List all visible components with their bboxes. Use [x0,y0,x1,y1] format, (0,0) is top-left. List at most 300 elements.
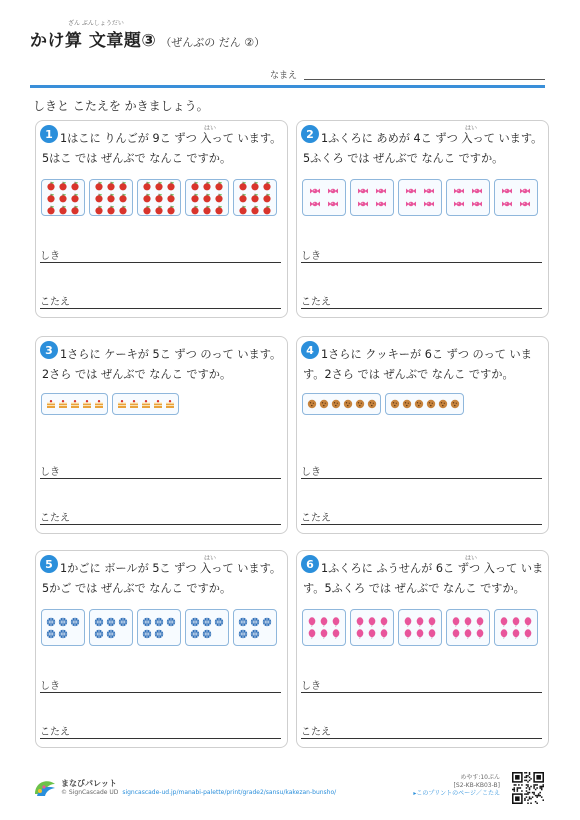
shiki-write-line[interactable] [301,478,542,479]
item-cell [379,628,390,639]
item-cell [404,199,418,210]
ball-icon [106,629,116,639]
apple-icon [106,193,116,203]
item-cell [415,616,426,627]
apple-icon [262,181,272,191]
title-row [30,26,265,51]
item-cell [262,204,273,215]
apple-icon [106,181,116,191]
item-cell [451,628,462,639]
item-cell [250,628,261,639]
balloon-icon [463,617,473,627]
item-cell [106,628,117,639]
balloon-icon [511,617,521,627]
item-cell [356,186,370,197]
balloon-icon [427,629,437,639]
item-groups [302,609,538,646]
item-cell [499,628,510,639]
shiki-label: しき [301,681,321,692]
item-cell [403,628,414,639]
apple-icon [214,193,224,203]
apple-icon [250,181,260,191]
item-cell [500,186,514,197]
kotae-label: こたえ [301,297,331,308]
item-cell [164,399,175,410]
item-group [302,179,346,216]
apple-icon [94,181,104,191]
problem-card-2 [296,120,549,318]
candy-icon [454,199,464,209]
item-cell [45,399,56,410]
item-cell [326,199,340,210]
item-cell [202,192,213,203]
item-cell [307,616,318,627]
apple-icon [238,181,248,191]
ball-icon [46,629,56,639]
question-ruby: はい [465,555,478,562]
cookie-icon [331,399,341,409]
balloon-icon [475,617,485,627]
item-cell [166,180,177,191]
item-cell [475,628,486,639]
cake-icon [117,399,127,409]
apple-icon [166,193,176,203]
item-cell [326,186,340,197]
balloon-icon [463,629,473,639]
cake-icon [94,399,104,409]
shiki-write-line[interactable] [301,262,542,263]
item-cell [214,616,225,627]
cookie-icon [450,399,460,409]
problem-number-badge: 3 [40,341,58,359]
apple-icon [142,205,152,215]
copyright-line [61,789,336,796]
item-cell [140,399,151,410]
item-cell [463,616,474,627]
item-group [446,609,490,646]
name-write-line[interactable] [304,79,545,80]
ball-icon [106,617,116,627]
ball-icon [190,629,200,639]
shiki-label: しき [301,251,321,262]
apple-icon [166,181,176,191]
item-cell [238,180,249,191]
item-cell [94,204,105,215]
item-cell [190,180,201,191]
cookie-icon [414,399,424,409]
balloon-icon [355,617,365,627]
palette-logo-icon [33,776,57,798]
question-text: 1ふくろに ふうせんが 6こ ずつ 入って います。5ふくろ では ぜんぶで なんこ ですか。 [303,562,544,595]
item-cell [413,399,424,410]
apple-icon [238,193,248,203]
item-cell [250,180,261,191]
candy-icon [472,186,482,196]
balloon-icon [403,629,413,639]
candy-icon [310,199,320,209]
problem-number-badge: 5 [40,555,58,573]
page-subtitle: （ぜんぶの だん ②） [160,36,266,49]
item-group [302,393,381,415]
item-cell [307,628,318,639]
name-label: なまえ [270,71,298,81]
item-group [41,609,85,646]
item-group [398,609,442,646]
kotae-write-line[interactable] [40,738,281,739]
item-cell [94,628,105,639]
problem-card-5 [35,550,288,748]
item-cell [238,628,249,639]
item-group [233,179,277,216]
kotae-write-line[interactable] [301,738,542,739]
item-cell [437,399,448,410]
item-cell [58,180,69,191]
item-cell [511,628,522,639]
item-group [137,179,181,216]
item-cell [374,186,388,197]
ball-icon [202,629,212,639]
cake-icon [58,399,68,409]
item-cell [46,628,57,639]
item-cell [202,628,213,639]
page-title: かけ算 文章題③ [30,31,157,51]
cake-icon [82,399,92,409]
item-cell [262,192,273,203]
item-cell [306,399,317,410]
cookie-icon [367,399,377,409]
item-cell [70,204,81,215]
item-cell [57,399,68,410]
header-rule [30,85,545,88]
balloon-icon [331,617,341,627]
item-groups [41,609,277,646]
apple-icon [118,193,128,203]
candy-icon [424,199,434,209]
apple-icon [46,181,56,191]
ball-icon [46,617,56,627]
item-cell [452,199,466,210]
item-cell [308,186,322,197]
cake-icon [165,399,175,409]
balloon-icon [523,617,533,627]
item-cell [500,199,514,210]
item-cell [154,628,165,639]
apple-icon [202,193,212,203]
item-group [112,393,179,415]
item-cell [142,204,153,215]
kotae-write-line[interactable] [40,524,281,525]
item-cell [250,192,261,203]
candy-icon [358,199,368,209]
item-cell [452,186,466,197]
worksheet-code: [S2-KB-KB03-B] [453,782,500,789]
apple-icon [262,193,272,203]
item-cell [190,192,201,203]
candy-icon [376,186,386,196]
apple-icon [46,205,56,215]
balloon-icon [427,617,437,627]
ball-icon [214,617,224,627]
apple-icon [94,193,104,203]
item-cell [202,204,213,215]
item-group [350,609,394,646]
item-cell [475,616,486,627]
item-cell [415,628,426,639]
apple-icon [214,205,224,215]
balloon-icon [523,629,533,639]
item-cell [106,204,117,215]
item-cell [81,399,92,410]
item-cell [470,199,484,210]
balloon-icon [403,617,413,627]
apple-icon [214,181,224,191]
candy-icon [502,199,512,209]
item-cell [154,180,165,191]
problem-card-4 [296,336,549,534]
apple-icon [262,205,272,215]
apple-icon [166,205,176,215]
apple-icon [94,205,104,215]
item-cell [262,180,273,191]
balloon-icon [499,629,509,639]
ball-icon [190,617,200,627]
balloon-icon [499,617,509,627]
item-cell [319,628,330,639]
candy-icon [520,199,530,209]
apple-icon [142,193,152,203]
kotae-label: こたえ [40,297,70,308]
ball-icon [94,629,104,639]
item-group [137,609,181,646]
candy-icon [310,186,320,196]
item-cell [523,616,534,627]
item-cell [202,180,213,191]
item-cell [106,616,117,627]
item-cell [330,399,341,410]
item-cell [342,399,353,410]
item-cell [449,399,460,410]
instruction-text: しきと こたえを かきましょう。 [33,99,209,113]
shiki-write-line[interactable] [40,262,281,263]
shiki-label: しき [40,681,60,692]
problem-card-6 [296,550,549,748]
ball-icon [262,617,272,627]
item-cell [128,399,139,410]
item-cell [374,199,388,210]
item-cell [214,204,225,215]
cookie-icon [355,399,365,409]
item-cell [367,628,378,639]
item-cell [69,399,80,410]
apple-icon [202,205,212,215]
ball-icon [238,629,248,639]
balloon-icon [367,617,377,627]
item-cell [142,192,153,203]
item-cell [366,399,377,410]
candy-icon [502,186,512,196]
item-cell [354,399,365,410]
item-cell [214,192,225,203]
item-cell [118,204,129,215]
item-cell [118,192,129,203]
item-cell [118,616,129,627]
ball-icon [166,617,176,627]
item-cell [238,204,249,215]
item-cell [94,616,105,627]
item-cell [190,628,201,639]
apple-icon [154,181,164,191]
candy-icon [358,186,368,196]
kotae-write-line[interactable] [301,524,542,525]
item-cell [427,616,438,627]
item-group [350,179,394,216]
candy-icon [328,199,338,209]
candy-icon [406,199,416,209]
candy-icon [424,186,434,196]
item-cell [93,399,104,410]
item-groups [302,179,538,216]
item-cell [94,180,105,191]
item-group [302,609,346,646]
item-group [494,179,538,216]
item-cell [518,199,532,210]
time-estimate: めやす:10ぷん [460,774,500,781]
problem-number-badge: 4 [301,341,319,359]
cake-icon [70,399,80,409]
item-group [398,179,442,216]
candy-icon [472,199,482,209]
cake-icon [153,399,163,409]
item-cell [118,180,129,191]
cake-icon [129,399,139,409]
item-group [89,179,133,216]
apple-icon [58,193,68,203]
item-cell [422,199,436,210]
ball-icon [154,629,164,639]
kotae-write-line[interactable] [40,308,281,309]
item-cell [70,192,81,203]
candy-icon [406,186,416,196]
kotae-label: こたえ [301,513,331,524]
brand-name: まなびパレット [61,779,117,788]
item-cell [46,204,57,215]
apple-icon [58,181,68,191]
item-group [446,179,490,216]
kotae-write-line[interactable] [301,308,542,309]
item-cell [451,616,462,627]
item-group [185,179,229,216]
balloon-icon [307,629,317,639]
apple-icon [154,205,164,215]
item-groups [302,393,464,415]
item-cell [262,616,273,627]
item-cell [106,192,117,203]
apple-icon [142,181,152,191]
problem-number-badge: 2 [301,125,319,143]
question-text: 1さらに ケーキが 5こ ずつ のって います。2さら では ぜんぶで なんこ ですか。 [42,348,282,381]
item-cell [166,204,177,215]
problem-card-3 [35,336,288,534]
question-text: 1はこに りんごが 9こ ずつ 入って います。5はこ では ぜんぶで なんこ ですか。 [42,132,282,165]
ball-icon [118,617,128,627]
ball-icon [238,617,248,627]
item-cell [46,616,57,627]
item-cell [355,628,366,639]
item-cell [308,199,322,210]
item-cell [425,399,436,410]
shiki-write-line[interactable] [40,692,281,693]
cookie-icon [307,399,317,409]
item-cell [58,192,69,203]
item-cell [318,399,329,410]
item-group [185,609,229,646]
source-url-link[interactable]: signcascade-ud.jp/manabi-palette/print/grade2/sansu/kakezan-bunsho/ [122,789,337,796]
item-cell [152,399,163,410]
cookie-icon [402,399,412,409]
item-cell [214,180,225,191]
item-group [494,609,538,646]
balloon-icon [307,617,317,627]
item-cell [470,186,484,197]
item-cell [356,199,370,210]
item-cell [58,628,69,639]
problem-number-badge: 6 [301,555,319,573]
copyright-text: © SignCascade UD [61,789,119,796]
cookie-icon [438,399,448,409]
candy-icon [328,186,338,196]
item-cell [331,628,342,639]
item-group [41,179,85,216]
question-ruby: はい [204,555,217,562]
item-cell [46,192,57,203]
item-groups [41,179,277,216]
ball-icon [202,617,212,627]
item-cell [202,616,213,627]
footer [33,774,548,804]
name-row [270,68,545,82]
item-cell [46,180,57,191]
cookie-icon [390,399,400,409]
item-cell [238,616,249,627]
balloon-icon [451,617,461,627]
apple-icon [250,205,260,215]
shiki-write-line[interactable] [40,478,281,479]
balloon-icon [415,617,425,627]
balloon-icon [319,617,329,627]
qr-code-icon[interactable] [512,772,544,804]
apple-icon [118,205,128,215]
item-cell [403,616,414,627]
item-cell [401,399,412,410]
answer-page-link[interactable]: ▸このプリントのページ／こたえ [413,790,500,797]
item-cell [190,616,201,627]
item-cell [58,204,69,215]
item-cell [518,186,532,197]
footer-meta [413,774,500,798]
item-cell [404,186,418,197]
balloon-icon [319,629,329,639]
item-cell [523,628,534,639]
title-ruby: ざん ぶんしょうだい [68,20,124,27]
shiki-write-line[interactable] [301,692,542,693]
question-ruby: はい [465,125,478,132]
item-group [41,393,108,415]
item-cell [190,204,201,215]
ball-icon [142,617,152,627]
candy-icon [454,186,464,196]
item-cell [166,192,177,203]
apple-icon [106,205,116,215]
